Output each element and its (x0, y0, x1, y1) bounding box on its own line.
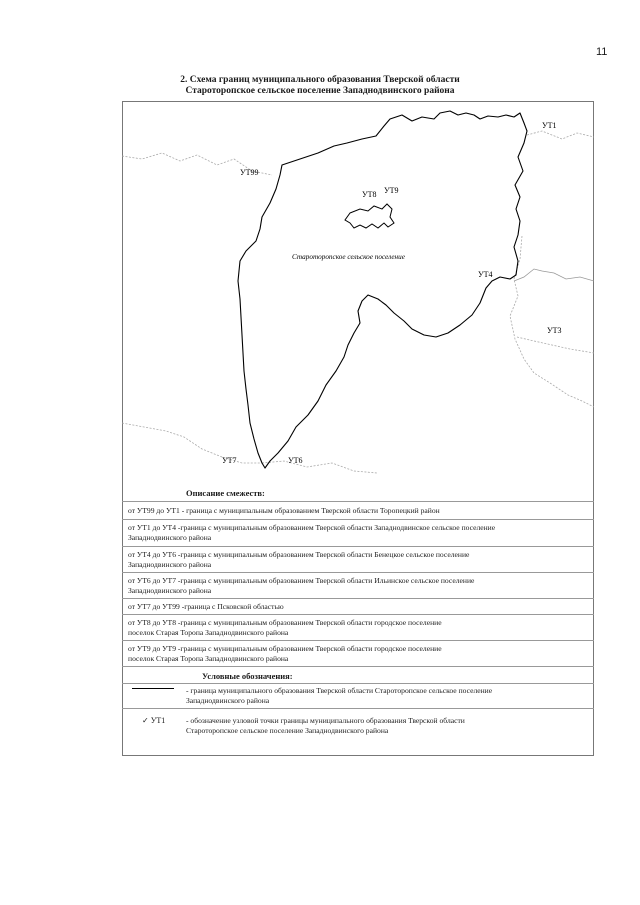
adjacency-row-text: от УТ1 до УТ4 -граница с муниципальным образованием Тверской области Западнодвинское сельское поселение (128, 523, 496, 532)
page-title (0, 75, 640, 97)
title-line-1: 2. Схема границ муниципального образования Тверской области (180, 75, 460, 85)
neighbor-boundary-south-east (517, 337, 594, 353)
adjacency-row-text: от УТ7 до УТ99 -граница с Псковской областью (128, 602, 284, 611)
settlement-boundary (238, 111, 527, 468)
adjacency-row-text: Западнодвинского района (128, 533, 212, 542)
adjacency-row-text: Западнодвинского района (128, 586, 212, 595)
legend-heading: Условные обозначения: (202, 671, 293, 681)
node-label-ut3: УТ3 (547, 326, 562, 335)
legend-node-line-1: - обозначение узловой точки границы муниципального образования Тверской области (186, 716, 465, 725)
legend-node-label: УТ1 (150, 716, 166, 725)
adjacency-row-6 (128, 618, 590, 638)
adjacency-row-text: от УТ9 до УТ9 -граница с муниципальным образованием Тверской области городское поселение (128, 644, 442, 653)
adjacency-row-4 (128, 576, 590, 596)
legend-divider (122, 708, 594, 709)
legend-node-mark (142, 716, 165, 725)
adjacency-divider (122, 598, 594, 599)
title-line-2: Староторопское сельское поселение Западнодвинского района (185, 86, 455, 96)
adjacency-row-text: Западнодвинского района (128, 560, 212, 569)
adjacency-heading: Описание смежеств: (186, 488, 265, 498)
adjacency-divider (122, 640, 594, 641)
adjacency-row-3 (128, 550, 590, 570)
adjacency-row-2 (128, 523, 590, 543)
adjacency-top-rule (122, 501, 594, 502)
adjacency-row-text: поселок Старая Торопа Западнодвинского района (128, 654, 289, 663)
adjacency-row-text: от УТ4 до УТ6 -граница с муниципальным образованием Тверской области Бенецкое сельское поселение (128, 550, 470, 559)
adjacency-divider (122, 614, 594, 615)
adjacency-row-1 (128, 506, 590, 516)
adjacency-divider (122, 546, 594, 547)
neighbor-boundary-south (262, 461, 377, 473)
neighbor-boundary-north-east (527, 131, 594, 139)
adjacency-divider (122, 572, 594, 573)
settlement-area-label: Староторопское сельское поселение (292, 253, 405, 261)
node-label-ut99: УТ99 (240, 168, 259, 177)
legend-top-rule (122, 683, 594, 684)
node-label-ut7: УТ7 (222, 456, 237, 465)
legend-node-text (186, 716, 586, 736)
river (514, 269, 594, 281)
node-label-ut8: УТ8 (362, 190, 377, 199)
node-point-icon: ✓ (142, 716, 149, 725)
adjacency-divider (122, 519, 594, 520)
node-label-ut1: УТ1 (542, 121, 557, 130)
legend-node-line-2: Староторопское сельское поселение Западнодвинского района (186, 726, 389, 735)
adjacency-row-text: поселок Старая Торопа Западнодвинского района (128, 628, 289, 637)
enclave-boundary (345, 204, 394, 228)
adjacency-row-text: от УТ6 до УТ7 -граница с муниципальным образованием Тверской области Ильинское сельское поселение (128, 576, 475, 585)
legend-boundary-sample (132, 688, 174, 689)
neighbor-boundary-south-west (122, 423, 262, 463)
legend-boundary-line-1: - граница муниципального образования Тверской области Староторопское сельское поселение (186, 686, 493, 695)
adjacency-row-text: от УТ99 до УТ1 - граница с муниципальным образованием Тверской области Торопецкий район (128, 506, 440, 515)
adjacency-row-text: от УТ8 до УТ8 -граница с муниципальным образованием Тверской области городское поселение (128, 618, 442, 627)
adjacency-row-5 (128, 602, 590, 612)
legend-boundary-text (186, 686, 586, 706)
node-label-ut4: УТ4 (478, 270, 493, 279)
node-label-ut6: УТ6 (288, 456, 303, 465)
adjacency-bottom-rule (122, 666, 594, 667)
legend-boundary-line-2: Западнодвинского района (186, 696, 270, 705)
node-label-ut9: УТ9 (384, 186, 399, 195)
adjacency-row-7 (128, 644, 590, 664)
boundary-map (122, 101, 594, 476)
page-number: 11 (596, 46, 608, 58)
neighbor-boundary-east (510, 236, 594, 407)
